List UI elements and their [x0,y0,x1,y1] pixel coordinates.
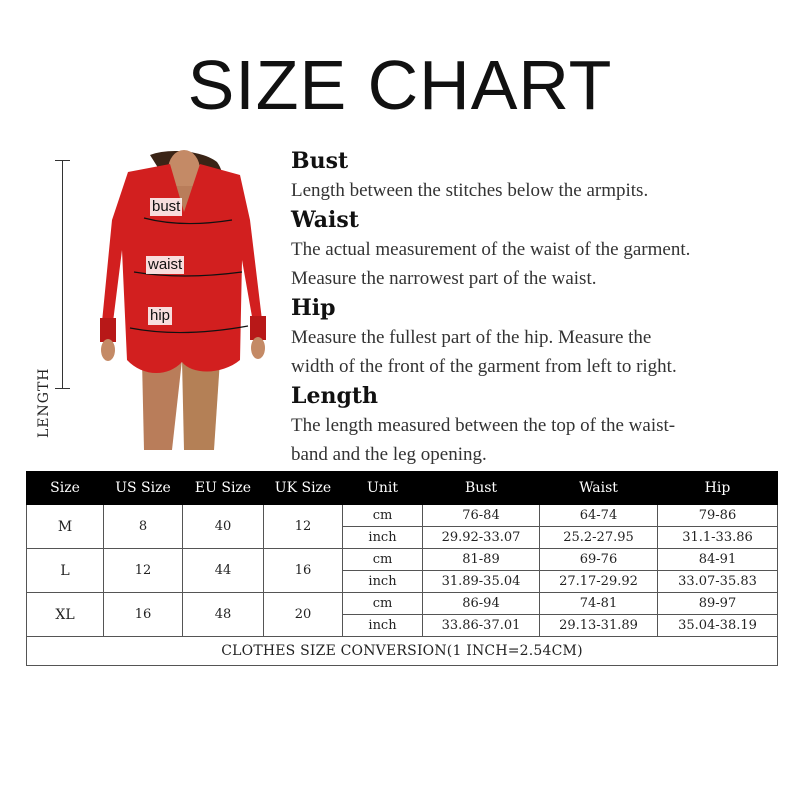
waist-tag: waist [148,256,183,273]
table-footer-row [27,637,778,666]
cell-uk-size: 20 [264,593,343,637]
header-hip: Hip [658,472,778,505]
header-us-size: US Size [104,472,183,505]
header-eu-size: EU Size [183,472,264,505]
cell-eu-size: 40 [183,505,264,549]
table-row [27,549,778,571]
waist-text-line: Measure the narrowest part of the waist. [291,268,597,289]
cell-bust: 76-84 [423,505,540,527]
cell-unit: cm [343,593,423,615]
page-title: SIZE CHART [187,46,613,124]
bust-tag: bust [152,198,181,215]
model-image [72,150,282,455]
cell-hip: 89-97 [658,593,778,615]
header-bust: Bust [423,472,540,505]
waist-text-line: The actual measurement of the waist of the garment. [291,239,691,260]
cell-unit: cm [343,505,423,527]
header-unit: Unit [343,472,423,505]
cell-waist: 25.2-27.95 [540,527,658,549]
hip-text-line: width of the front of the garment from left to right. [291,356,677,377]
bust-heading: Bust [291,148,349,174]
cell-us-size: 16 [104,593,183,637]
cell-bust: 29.92-33.07 [423,527,540,549]
size-conversion-note: CLOTHES SIZE CONVERSION(1 INCH=2.54CM) [27,637,778,666]
table-row [27,505,778,527]
length-indicator-cap-bottom [55,388,70,389]
length-indicator-cap-top [55,160,70,161]
cell-hip: 33.07-35.83 [658,571,778,593]
cell-unit: inch [343,615,423,637]
cell-us-size: 12 [104,549,183,593]
cell-bust: 31.89-35.04 [423,571,540,593]
cell-bust: 33.86-37.01 [423,615,540,637]
table-header-row [27,472,778,505]
header-uk-size: UK Size [264,472,343,505]
cell-waist: 64-74 [540,505,658,527]
cell-size: M [27,505,104,549]
model-figure [22,150,282,460]
cell-us-size: 8 [104,505,183,549]
length-heading: Length [291,383,379,409]
cell-uk-size: 12 [264,505,343,549]
cell-eu-size: 48 [183,593,264,637]
hip-heading: Hip [291,295,336,321]
table-row [27,593,778,615]
cell-hip: 31.1-33.86 [658,527,778,549]
cell-waist: 27.17-29.92 [540,571,658,593]
length-indicator-line [62,160,63,388]
bust-text-line: Length between the stitches below the armpits. [291,180,649,201]
waist-heading: Waist [291,207,359,233]
header-size: Size [27,472,104,505]
cell-uk-size: 16 [264,549,343,593]
cell-unit: cm [343,549,423,571]
size-table [26,471,778,666]
cell-hip: 84-91 [658,549,778,571]
length-label: LENGTH [36,367,52,438]
length-text-line: The length measured between the top of the waist- [291,415,676,436]
cell-eu-size: 44 [183,549,264,593]
cell-size: XL [27,593,104,637]
cell-size: L [27,549,104,593]
cell-unit: inch [343,571,423,593]
cell-unit: inch [343,527,423,549]
hip-tag: hip [150,307,171,324]
length-text-line: band and the leg opening. [291,444,487,465]
cell-waist: 74-81 [540,593,658,615]
cell-bust: 81-89 [423,549,540,571]
cell-waist: 69-76 [540,549,658,571]
measurement-descriptions [291,146,791,469]
cell-hip: 79-86 [658,505,778,527]
header-waist: Waist [540,472,658,505]
cell-bust: 86-94 [423,593,540,615]
cell-hip: 35.04-38.19 [658,615,778,637]
cell-waist: 29.13-31.89 [540,615,658,637]
hip-text-line: Measure the fullest part of the hip. Measure the [291,327,652,348]
